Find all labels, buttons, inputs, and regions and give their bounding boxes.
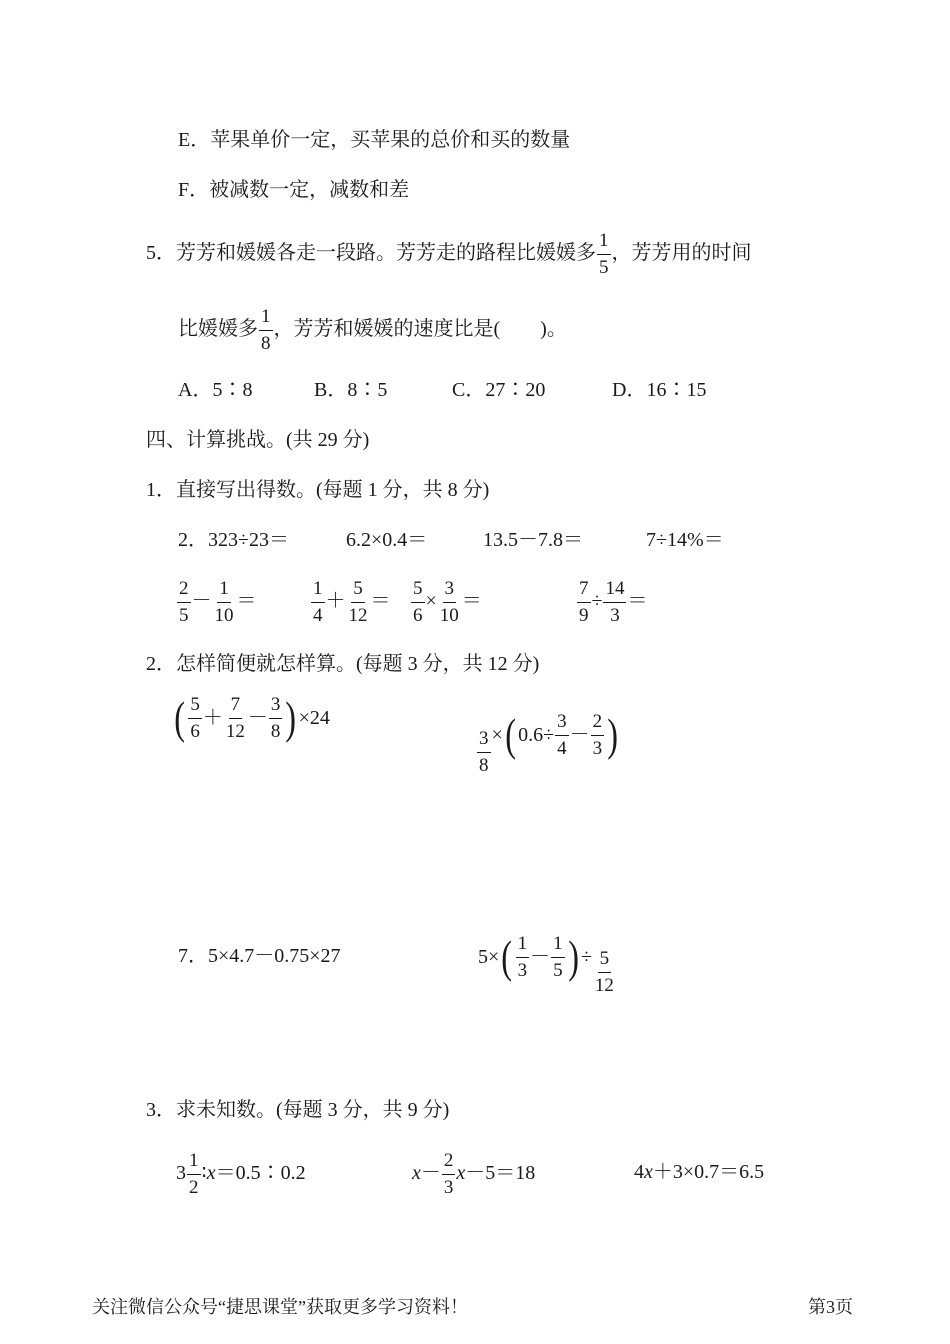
section-title: 四、计算挑战。(共 29 分) [146,429,370,451]
operator: ＋ [202,707,223,730]
colon: ∶ [201,1161,207,1184]
numerator: 5 [411,578,425,603]
fraction [438,578,461,627]
denominator: 4 [557,737,567,759]
fraction [188,694,202,743]
right-paren: ) [567,931,579,983]
expr-text: ＝0.5∶0.2 [215,1161,306,1184]
denominator: 3 [610,604,620,626]
numerator: 14 [603,578,626,603]
page-number: 第3页 [808,1297,853,1317]
denominator: 12 [594,974,614,996]
fraction [347,578,370,627]
fraction [593,948,616,997]
expr-text: －5＝18 [465,1161,536,1184]
p1-expr: 7÷14%＝ [646,529,724,551]
fraction [187,1150,201,1199]
denominator: 8 [261,332,271,354]
numerator: 7 [229,694,243,719]
fraction [224,694,247,743]
fraction [551,933,565,982]
numerator: 1 [311,578,325,603]
q5-line1 [146,230,752,279]
fraction [411,578,425,627]
fraction [213,578,236,627]
p1-frac-expr [410,578,482,627]
fraction [477,728,491,777]
p1-expr: 13.5－7.8＝ [483,529,583,551]
right-paren: ) [285,692,297,744]
equals: ＝ [236,589,257,612]
denominator: 3 [592,737,603,759]
numerator: 5 [351,578,365,603]
operator: ÷ [591,589,603,612]
left-paren: ( [505,709,516,761]
q5-choice-c[interactable]: C．27∶20 [452,379,546,401]
part2-title: 2．怎样简便就怎样算。(每题 3 分，共 12 分) [146,653,540,675]
numerator: 3 [443,578,457,603]
expr-text: 0.6÷ [518,724,555,747]
denominator: 12 [225,720,245,742]
numerator: 3 [555,711,569,736]
denominator: 3 [517,959,528,981]
p3-eq-c [634,1162,764,1182]
p2-expr-a [172,694,330,743]
denominator: 8 [479,754,489,776]
fraction [311,578,325,627]
whole-number: 3 [176,1161,186,1184]
denominator: 5 [179,604,189,626]
operator: － [420,1161,441,1184]
fraction [516,933,530,982]
numerator: 2 [442,1150,456,1175]
p3-eq-a [176,1150,306,1199]
fraction [577,578,591,627]
numerator: 3 [477,728,491,753]
fraction [555,711,569,760]
q5-text-c: 比媛媛多 [178,317,258,340]
fraction [269,694,283,743]
numerator: 1 [516,933,530,958]
expr-text: ＋3×0.7＝6.5 [652,1161,765,1183]
left-paren: ( [174,692,186,744]
numerator: 1 [187,1150,201,1175]
q5-line2 [178,306,567,355]
q5-choice-b[interactable]: B．8∶5 [314,379,388,401]
denominator: 10 [439,604,459,626]
p2-expr-d [478,918,617,997]
variable: x [644,1161,653,1183]
expr-text: 5× [478,946,500,969]
denominator: 8 [270,720,281,742]
operator: × [425,589,437,612]
variable: x [456,1161,466,1184]
operator: － [569,724,590,747]
q5-text-d: ，芳芳和媛媛的速度比是( )。 [273,317,567,340]
q5-choice-d[interactable]: D．16∶15 [612,379,707,401]
q5-text-a: 5．芳芳和媛媛各走一段路。芳芳走的路程比媛媛多 [146,241,596,264]
coefficient: 4 [634,1161,644,1183]
denominator: 3 [443,1176,454,1198]
numerator: 5 [188,694,202,719]
numerator: 1 [551,933,565,958]
fraction [177,578,191,627]
denominator: 9 [579,604,589,626]
numerator: 1 [259,306,273,331]
operator: ＋ [325,589,346,612]
variable: x [412,1161,421,1184]
denominator: 6 [190,720,200,742]
fraction [259,306,273,355]
left-paren: ( [501,931,513,983]
operator: － [191,589,212,612]
fraction [442,1150,456,1199]
equals: ＝ [461,589,482,612]
numerator: 2 [177,578,191,603]
equals: ＝ [627,589,648,612]
part3-title: 3．求未知数。(每题 3 分，共 9 分) [146,1099,450,1121]
operator: － [247,707,268,730]
p2-expr-b [476,694,620,777]
fraction [591,711,605,760]
p1-frac-expr [310,578,391,627]
expr-tail: ×24 [298,707,330,730]
p3-eq-b [412,1150,535,1199]
denominator: 6 [413,604,423,626]
q5-text-b: ，芳芳用的时间 [611,241,752,264]
p2-expr-c: 7．5×4.7－0.75×27 [178,945,341,967]
fraction [597,230,611,279]
denominator: 5 [553,959,563,981]
fraction [603,578,626,627]
numerator: 1 [597,230,611,255]
q5-choice-a[interactable]: A．5∶8 [178,379,253,401]
operator: ÷ [580,946,592,969]
numerator: 2 [591,711,605,736]
operator: × [491,724,503,747]
part1-title: 1．直接写出得数。(每题 1 分，共 8 分) [146,479,490,501]
denominator: 2 [189,1176,199,1198]
variable: x [206,1161,216,1184]
p1-frac-expr [176,578,257,627]
denominator: 5 [599,256,609,278]
equals: ＝ [370,589,391,612]
option-e: E．苹果单价一定，买苹果的总价和买的数量 [178,129,571,151]
p1-expr: 2．323÷23＝ [178,529,289,551]
denominator: 12 [348,604,368,626]
numerator: 3 [269,694,283,719]
right-paren: ) [607,709,619,761]
denominator: 4 [313,604,323,626]
denominator: 10 [214,604,234,626]
option-f: F．被减数一定，减数和差 [178,179,410,201]
operator: － [530,946,551,969]
numerator: 5 [598,948,612,973]
p1-expr: 6.2×0.4＝ [346,529,428,551]
p1-frac-expr [576,578,647,627]
numerator: 1 [217,578,231,603]
numerator: 7 [577,578,591,603]
footer-note: 关注微信公众号“捷思课堂”获取更多学习资料！ [92,1297,468,1317]
